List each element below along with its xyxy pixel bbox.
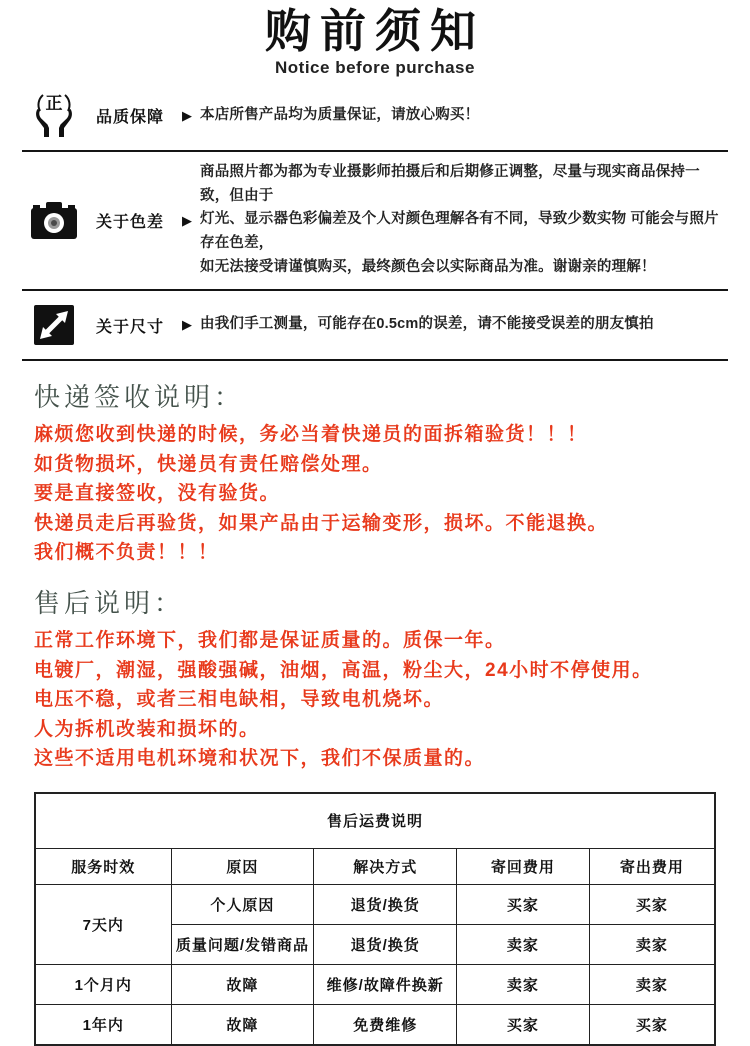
aftersale-line: 电压不稳，或者三相电缺相，导致电机烧坏。 [34, 689, 445, 711]
notice-row-quality [22, 82, 728, 152]
size-arrow-icon [28, 300, 80, 350]
cell-solution: 免费维修 [314, 1005, 457, 1045]
delivery-line: 如货物损坏，快递员有责任赔偿处理。 [34, 453, 383, 475]
cell-return-fee: 卖家 [457, 925, 590, 965]
cell-solution: 维修/故障件换新 [314, 965, 457, 1005]
shipping-fee-table [34, 792, 716, 1046]
aftersale-line: 人为拆机改装和损坏的。 [34, 718, 260, 740]
triangle-bullet-icon: ▶ [182, 107, 192, 123]
table-header-row [35, 849, 715, 885]
cell-send-fee: 买家 [589, 885, 715, 925]
aftersale-section-heading: 售后说明： [34, 588, 185, 619]
delivery-signoff-section [34, 377, 750, 567]
notice-text-size [200, 313, 728, 337]
table-row [35, 1005, 715, 1045]
col-header-solution: 解决方式 [314, 849, 457, 885]
aftersale-line: 这些不适用电机环境和状况下，我们不保质量的。 [34, 748, 486, 770]
page-header [0, 0, 750, 78]
cell-time: 1年内 [35, 1005, 171, 1045]
table-title-row [35, 793, 715, 849]
camera-icon [28, 195, 80, 245]
cell-time: 7天内 [35, 885, 171, 965]
page-title: 购前须知 [265, 5, 485, 57]
delivery-line: 我们概不负责！！！ [34, 541, 219, 563]
cell-return-fee: 买家 [457, 1005, 590, 1045]
cell-solution: 退货/换货 [314, 925, 457, 965]
cell-reason: 质量问题/发错商品 [171, 925, 314, 965]
col-header-send-fee: 寄出费用 [589, 849, 715, 885]
notice-line: 灯光、显示器色彩偏差及个人对颜色理解各有不同，导致少数实物 可能会与照片存在色差， [200, 211, 719, 252]
table-title: 售后运费说明 [35, 793, 715, 849]
shipping-fee-table-wrap [34, 792, 716, 1046]
cell-send-fee: 买家 [589, 1005, 715, 1045]
delivery-line: 快递员走后再验货，如果产品由于运输变形，损坏。不能退换。 [34, 512, 609, 534]
cell-reason: 个人原因 [171, 885, 314, 925]
notice-label-quality: 品质保障 [96, 109, 165, 127]
cell-return-fee: 买家 [457, 885, 590, 925]
delivery-line: 要是直接签收，没有验货。 [34, 483, 281, 505]
notice-label-size: 关于尺寸 [96, 318, 165, 336]
notice-label-color: 关于色差 [96, 213, 165, 231]
col-header-return-fee: 寄回费用 [457, 849, 590, 885]
notice-line: 如无法接受请谨慎购买，最终颜色会以实际商品为准。谢谢亲的理解！ [200, 259, 656, 276]
notice-line: 由我们手工测量，可能存在0.5cm的误差，请不能接受误差的朋友慎拍 [200, 316, 654, 333]
col-header-reason: 原因 [171, 849, 314, 885]
cell-send-fee: 卖家 [589, 925, 715, 965]
triangle-bullet-icon: ▶ [182, 212, 192, 228]
cell-time: 1个月内 [35, 965, 171, 1005]
notice-list [22, 82, 728, 362]
notice-line: 本店所售产品均为质量保证，请放心购买！ [200, 106, 480, 123]
notice-text-color [200, 161, 728, 281]
aftersale-section [34, 583, 750, 773]
aftersale-line: 正常工作环境下，我们都是保证质量的。质保一年。 [34, 630, 506, 652]
svg-text:正: 正 [45, 93, 63, 113]
cell-send-fee: 卖家 [589, 965, 715, 1005]
notice-row-size [22, 291, 728, 361]
table-row [35, 965, 715, 1005]
quality-hands-icon [28, 91, 80, 141]
delivery-section-heading: 快递签收说明： [34, 382, 245, 413]
page-subtitle: Notice before purchase [275, 57, 475, 77]
table-row [35, 885, 715, 925]
cell-reason: 故障 [171, 965, 314, 1005]
triangle-bullet-icon: ▶ [182, 317, 192, 333]
aftersale-line: 电镀厂，潮湿，强酸强碱，油烟，高温，粉尘大，24小时不停使用。 [34, 659, 653, 681]
cell-reason: 故障 [171, 1005, 314, 1045]
cell-return-fee: 卖家 [457, 965, 590, 1005]
cell-solution: 退货/换货 [314, 885, 457, 925]
notice-line: 商品照片都为都为专业摄影师拍摄后和后期修正调整，尽量与现实商品保持一致，但由于 [200, 163, 700, 204]
col-header-service-time: 服务时效 [35, 849, 171, 885]
delivery-line: 麻烦您收到快递的时候，务必当着快递员的面拆箱验货！！！ [34, 424, 588, 446]
notice-row-color [22, 152, 728, 292]
notice-text-quality [200, 104, 728, 128]
